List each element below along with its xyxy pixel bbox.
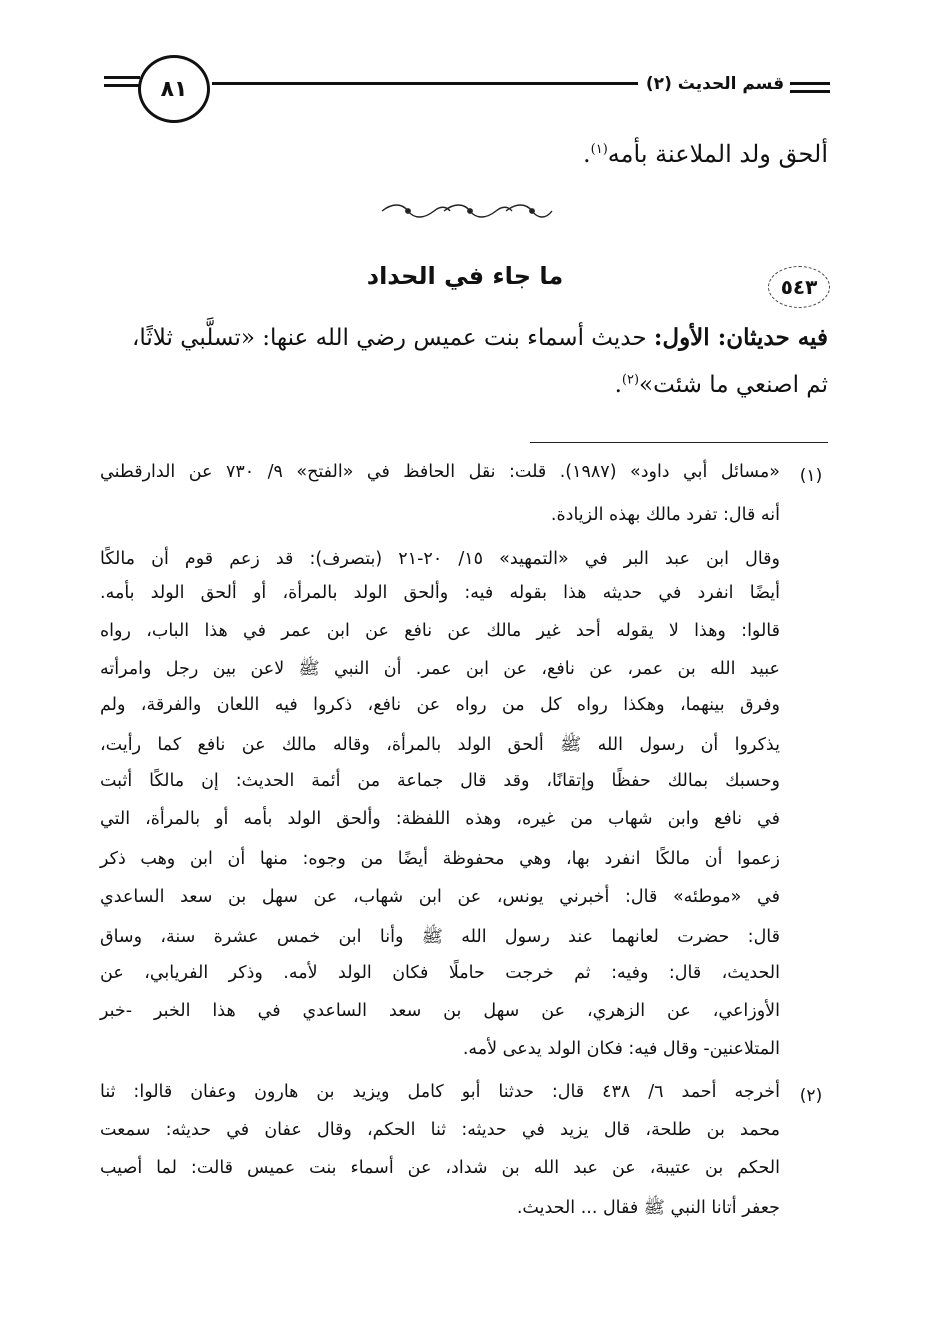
footnote-line: وقال ابن عبد البر في «التمهيد» ١٥/ ٢٠-٢١ (بتصرف): قد زعم قوم أن مالكًا (100, 549, 780, 569)
page-number-badge (138, 55, 210, 123)
footnote-line: الحديث، قال: وفيه: ثم خرجت حاملًا فكان الولد لأمه. وذكر الفريابي، عن (100, 963, 780, 983)
header-rule-middle (212, 82, 638, 85)
footnote-line: في «موطئه» قال: أخبرني يونس، عن ابن شهاب، عن سهل بن سعد الساعدي (100, 887, 780, 907)
footnote-line: يذكروا أن رسول الله ﷺ ألحق الولد بالمرأة، وقاله مالك عن نافع كما رأيت، (100, 735, 780, 755)
footnote-line: عبيد الله بن عمر، عن نافع، عن ابن عمر. أن النبي ﷺ لاعن بين رجل وامرأته (100, 659, 780, 679)
footnote-line: «مسائل أبي داود» (١٩٨٧). قلت: نقل الحافظ في «الفتح» ٩/ ٧٣٠ عن الدارقطني (100, 462, 780, 482)
footnote-1-number: (١) (799, 466, 823, 486)
header-rule-right-bottom (790, 90, 830, 93)
ornament-divider-icon (378, 200, 556, 222)
footnote-line: المتلاعنين- وقال فيه: فكان الولد يدعى لأمه. (462, 1039, 780, 1059)
running-title: قسم الحديث (٢) (645, 74, 785, 94)
footnote-ref-1: (١) (590, 142, 608, 157)
footnote-line: الحكم بن عتيبة، عن عبد الله بن شداد، عن أسماء بنت عميس قالت: لما أصيب (100, 1158, 780, 1178)
footnote-line: أنه قال: تفرد مالك بهذه الزيادة. (550, 505, 780, 525)
body-line-2-text: ثم اصنعي ما شئت» (639, 372, 828, 398)
footnote-line: في نافع وابن شهاب من غيره، وهذه اللفظة: وألحق الولد بأمه أو بالمرأة، التي (100, 809, 780, 829)
footnote-line: جعفر أتانا النبي ﷺ فقال ... الحديث. (516, 1198, 780, 1218)
footnote-separator (530, 442, 828, 443)
footnote-ref-2: (٢) (621, 372, 640, 388)
continuation-line: ألحق ولد الملاعنة بأمه (607, 140, 828, 168)
body-line-1 (100, 324, 828, 351)
footnote-line: قال: حضرت لعانهما عند رسول الله ﷺ وأنا ابن خمس عشرة سنة، وساق (100, 927, 780, 947)
footnote-line: أخرجه أحمد ٦/ ٤٣٨ قال: حدثنا أبو كامل ويزيد بن هارون وعفان قالوا: ثنا (100, 1082, 780, 1102)
footnote-line: محمد بن طلحة، قال يزيد في حديثه: ثنا الحكم، وقال عفان في حديثه: سمعت (100, 1120, 780, 1140)
section-number: ٥٤٣ (780, 275, 818, 299)
body-line-2 (100, 372, 828, 398)
header-rule-right-top (790, 82, 830, 85)
footnote-line: أيضًا انفرد في حديثه هذا بقوله فيه: وألحق الولد بالمرأة، أو ألحق الولد بأمه. (100, 583, 780, 603)
section-title: ما جاء في الحداد (366, 262, 564, 290)
body-line-2-end: . (614, 372, 622, 398)
header-rule-left-top (104, 76, 140, 79)
footnote-line: وحسبك بمالك حفظًا وإتقانًا، وقد قال جماعة من أئمة الحديث: إن مالكًا أثبت (100, 771, 780, 791)
header-rule-left-bottom (104, 84, 140, 87)
footnote-line: وفرق بينهما، وهكذا رواه كل من رواه عن نافع، ذكروا فيه اللعان والفرقة، ولم (100, 695, 780, 715)
section-number-badge (768, 266, 830, 308)
continuation-text (100, 140, 828, 168)
footnote-line: الأوزاعي، عن الزهري، عن سهل بن سعد الساعدي في هذا الخبر -خبر (100, 1001, 780, 1021)
footnote-line: قالوا: وهذا لا يقوله أحد غير مالك عن نافع عن ابن عمر في هذا الباب، رواه (100, 621, 780, 641)
body-line-1-rest: حديث أسماء بنت عميس رضي الله عنها: «تسلَّبي ثلاثًا، (131, 325, 654, 351)
footnote-2-number: (٢) (799, 1086, 823, 1106)
footnote-line: زعموا أن مالكًا انفرد بها، وهي محفوظة أيضًا من وجوه: منها أن ابن وهب ذكر (100, 849, 780, 869)
page-number: ٨١ (160, 76, 188, 102)
continuation-end: . (583, 140, 591, 168)
body-line-1-bold: فيه حديثان: الأول: (653, 324, 828, 351)
